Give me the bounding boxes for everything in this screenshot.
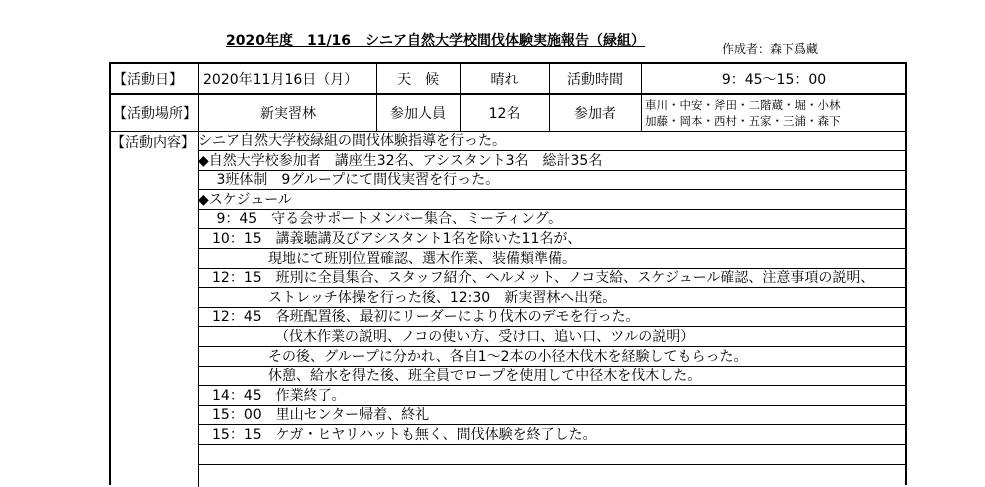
content-line: （伐木作業の説明、ノコの使い方、受け口、追い口、ツルの説明） <box>198 328 907 347</box>
content-line: 現地にて班別位置確認、選木作業、装備類準備。 <box>198 250 907 269</box>
report-title: 2020年度 11/16 シニア自然大学校間伐体験実施報告（緑組） <box>226 33 646 49</box>
author-label: 作成者：森下爲藏 <box>722 42 819 56</box>
row-divider <box>111 93 907 95</box>
activity-content-label: 【活動内容】 <box>111 135 195 151</box>
column-divider <box>641 64 642 131</box>
participants-label: 参加者 <box>574 106 616 122</box>
activity-time-label: 活動時間 <box>567 71 623 88</box>
activity-place-value: 新実習林 <box>260 106 316 122</box>
activity-date-label: 【活動日】 <box>113 71 183 88</box>
content-line: ◆自然大学校参加者 講座生32名、アシスタント3名 総計35名 <box>198 152 907 171</box>
content-line: 10：15 講義聴講及びアシスタント1名を除いた11名が、 <box>198 230 907 249</box>
content-line: 15：00 里山センター帰着、終礼 <box>198 406 907 425</box>
content-line: ストレッチ体操を行った後、12:30 新実習林へ出発。 <box>198 289 907 308</box>
content-line: ◆スケジュール <box>198 191 907 210</box>
content-line: 14：45 作業終了。 <box>198 387 907 406</box>
participants-line-1: 車川・中安・斧田・二階蔵・堀・小林 <box>645 98 841 112</box>
activity-time-value: 9：45〜15：00 <box>721 71 827 88</box>
column-divider <box>549 64 550 131</box>
participant-count-label: 参加人員 <box>390 106 446 122</box>
activity-place-label: 【活動場所】 <box>113 106 197 122</box>
content-line: 3班体制 9グループにて間伐実習を行った。 <box>198 171 907 190</box>
participants-line-2: 加藤・岡本・西村・五家・三浦・森下 <box>645 114 841 128</box>
content-line: その後、グループに分かれ、各自1〜2本の小径木伐木を経験してもらった。 <box>198 348 907 367</box>
activity-date-value: 2020年11月16日（月） <box>203 71 359 88</box>
column-divider <box>460 64 461 131</box>
weather-value: 晴れ <box>490 71 519 88</box>
content-line <box>198 446 907 465</box>
content-line: 15：15 ケガ・ヒヤリハットも無く、間伐体験を終了した。 <box>198 426 907 445</box>
participant-count-value: 12名 <box>488 106 521 122</box>
content-line: 9：45 守る会サポートメンバー集合、ミーティング。 <box>198 210 907 229</box>
participants-value <box>641 95 907 131</box>
content-line: 12：45 各班配置後、最初にリーダーにより伐木のデモを行った。 <box>198 308 907 327</box>
column-divider <box>376 64 377 131</box>
report-table <box>109 62 907 485</box>
content-line: シニア自然大学校緑組の間伐体験指導を行った。 <box>198 132 907 151</box>
content-line: 休憩、給水を得た後、班全員でロープを使用して中径木を伐木した。 <box>198 367 907 386</box>
content-line: 12：15 班別に全員集合、スタッフ紹介、ヘルメット、ノコ支給、スケジュール確認、注意事項の説明、 <box>198 269 907 288</box>
weather-label: 天 候 <box>397 71 439 88</box>
